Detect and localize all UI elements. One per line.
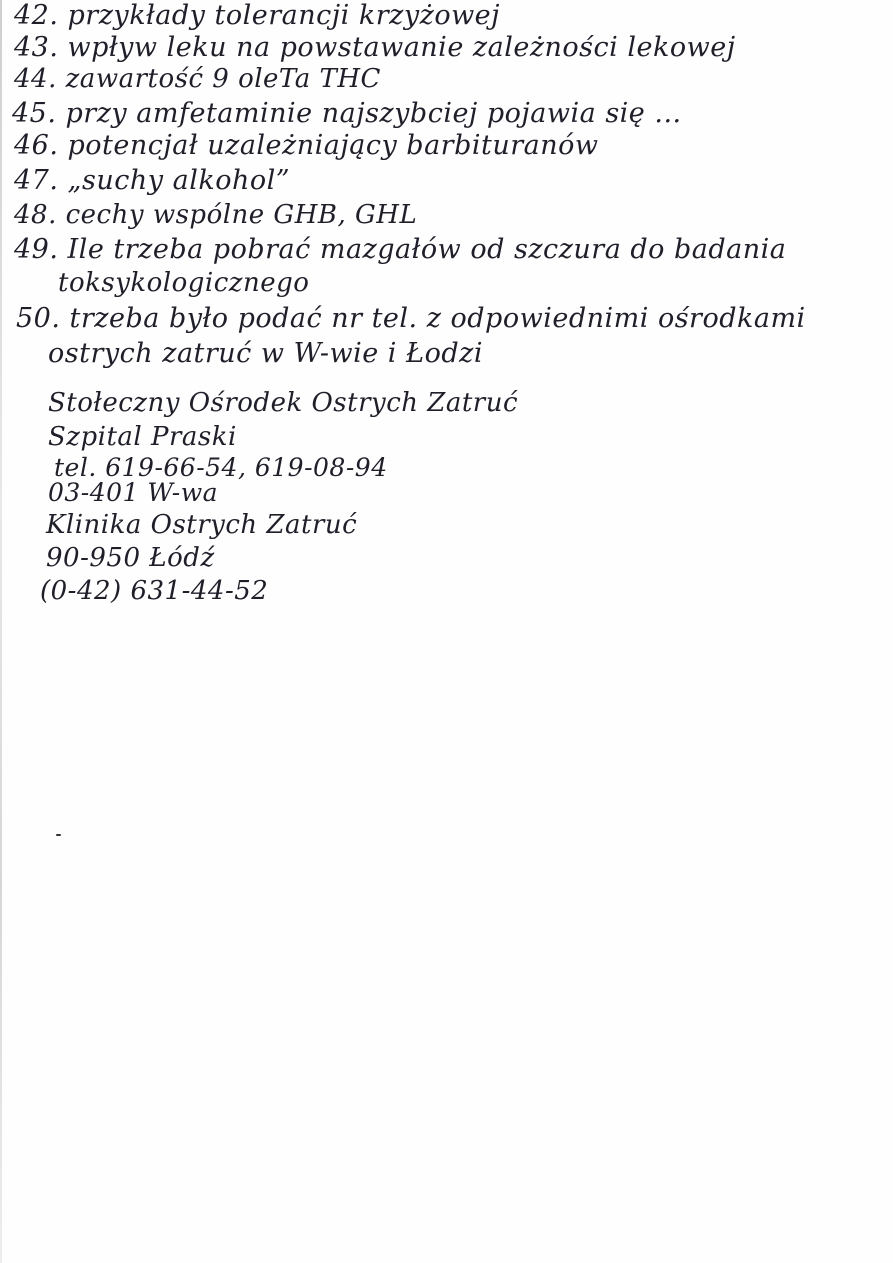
address-lodz-clinic-name: Klinika Ostrych Zatruć — [46, 510, 358, 540]
address-warsaw-center-name: Stołeczny Ośrodek Ostrych Zatruć — [48, 388, 519, 418]
address-warsaw-postcode: 03-401 W-wa — [48, 478, 219, 507]
question-45: 45. przy amfetaminie najszybciej pojawia się ... — [12, 98, 682, 129]
address-lodz-phone: (0-42) 631-44-52 — [40, 576, 269, 606]
address-warsaw-phone: tel. 619-66-54, 619-08-94 — [54, 453, 388, 482]
question-48: 48. cechy wspólne GHB, GHL — [14, 200, 418, 230]
ink-speck — [56, 834, 61, 836]
address-warsaw-hospital: Szpital Praski — [48, 422, 237, 452]
question-46: 46. potencjał uzależniający barbituranów — [14, 130, 599, 161]
question-50: 50. trzeba było podać nr tel. z odpowiednimi ośrodkami — [16, 303, 806, 334]
question-49-continuation: toksykologicznego — [58, 268, 310, 298]
page-left-edge — [0, 0, 2, 1263]
question-44: 44. zawartość 9 oleTa THC — [14, 64, 381, 94]
question-50-continuation: ostrych zatruć w W-wie i Łodzi — [48, 338, 483, 369]
question-47: 47. „suchy alkohol” — [14, 165, 291, 196]
question-49: 49. Ile trzeba pobrać mazgałów od szczura do badania — [14, 234, 787, 265]
address-lodz-postcode: 90-950 Łódź — [46, 543, 215, 573]
question-42: 42. przykłady tolerancji krzyżowej — [14, 0, 501, 31]
question-43: 43. wpływ leku na powstawanie zależności lekowej — [14, 32, 736, 63]
